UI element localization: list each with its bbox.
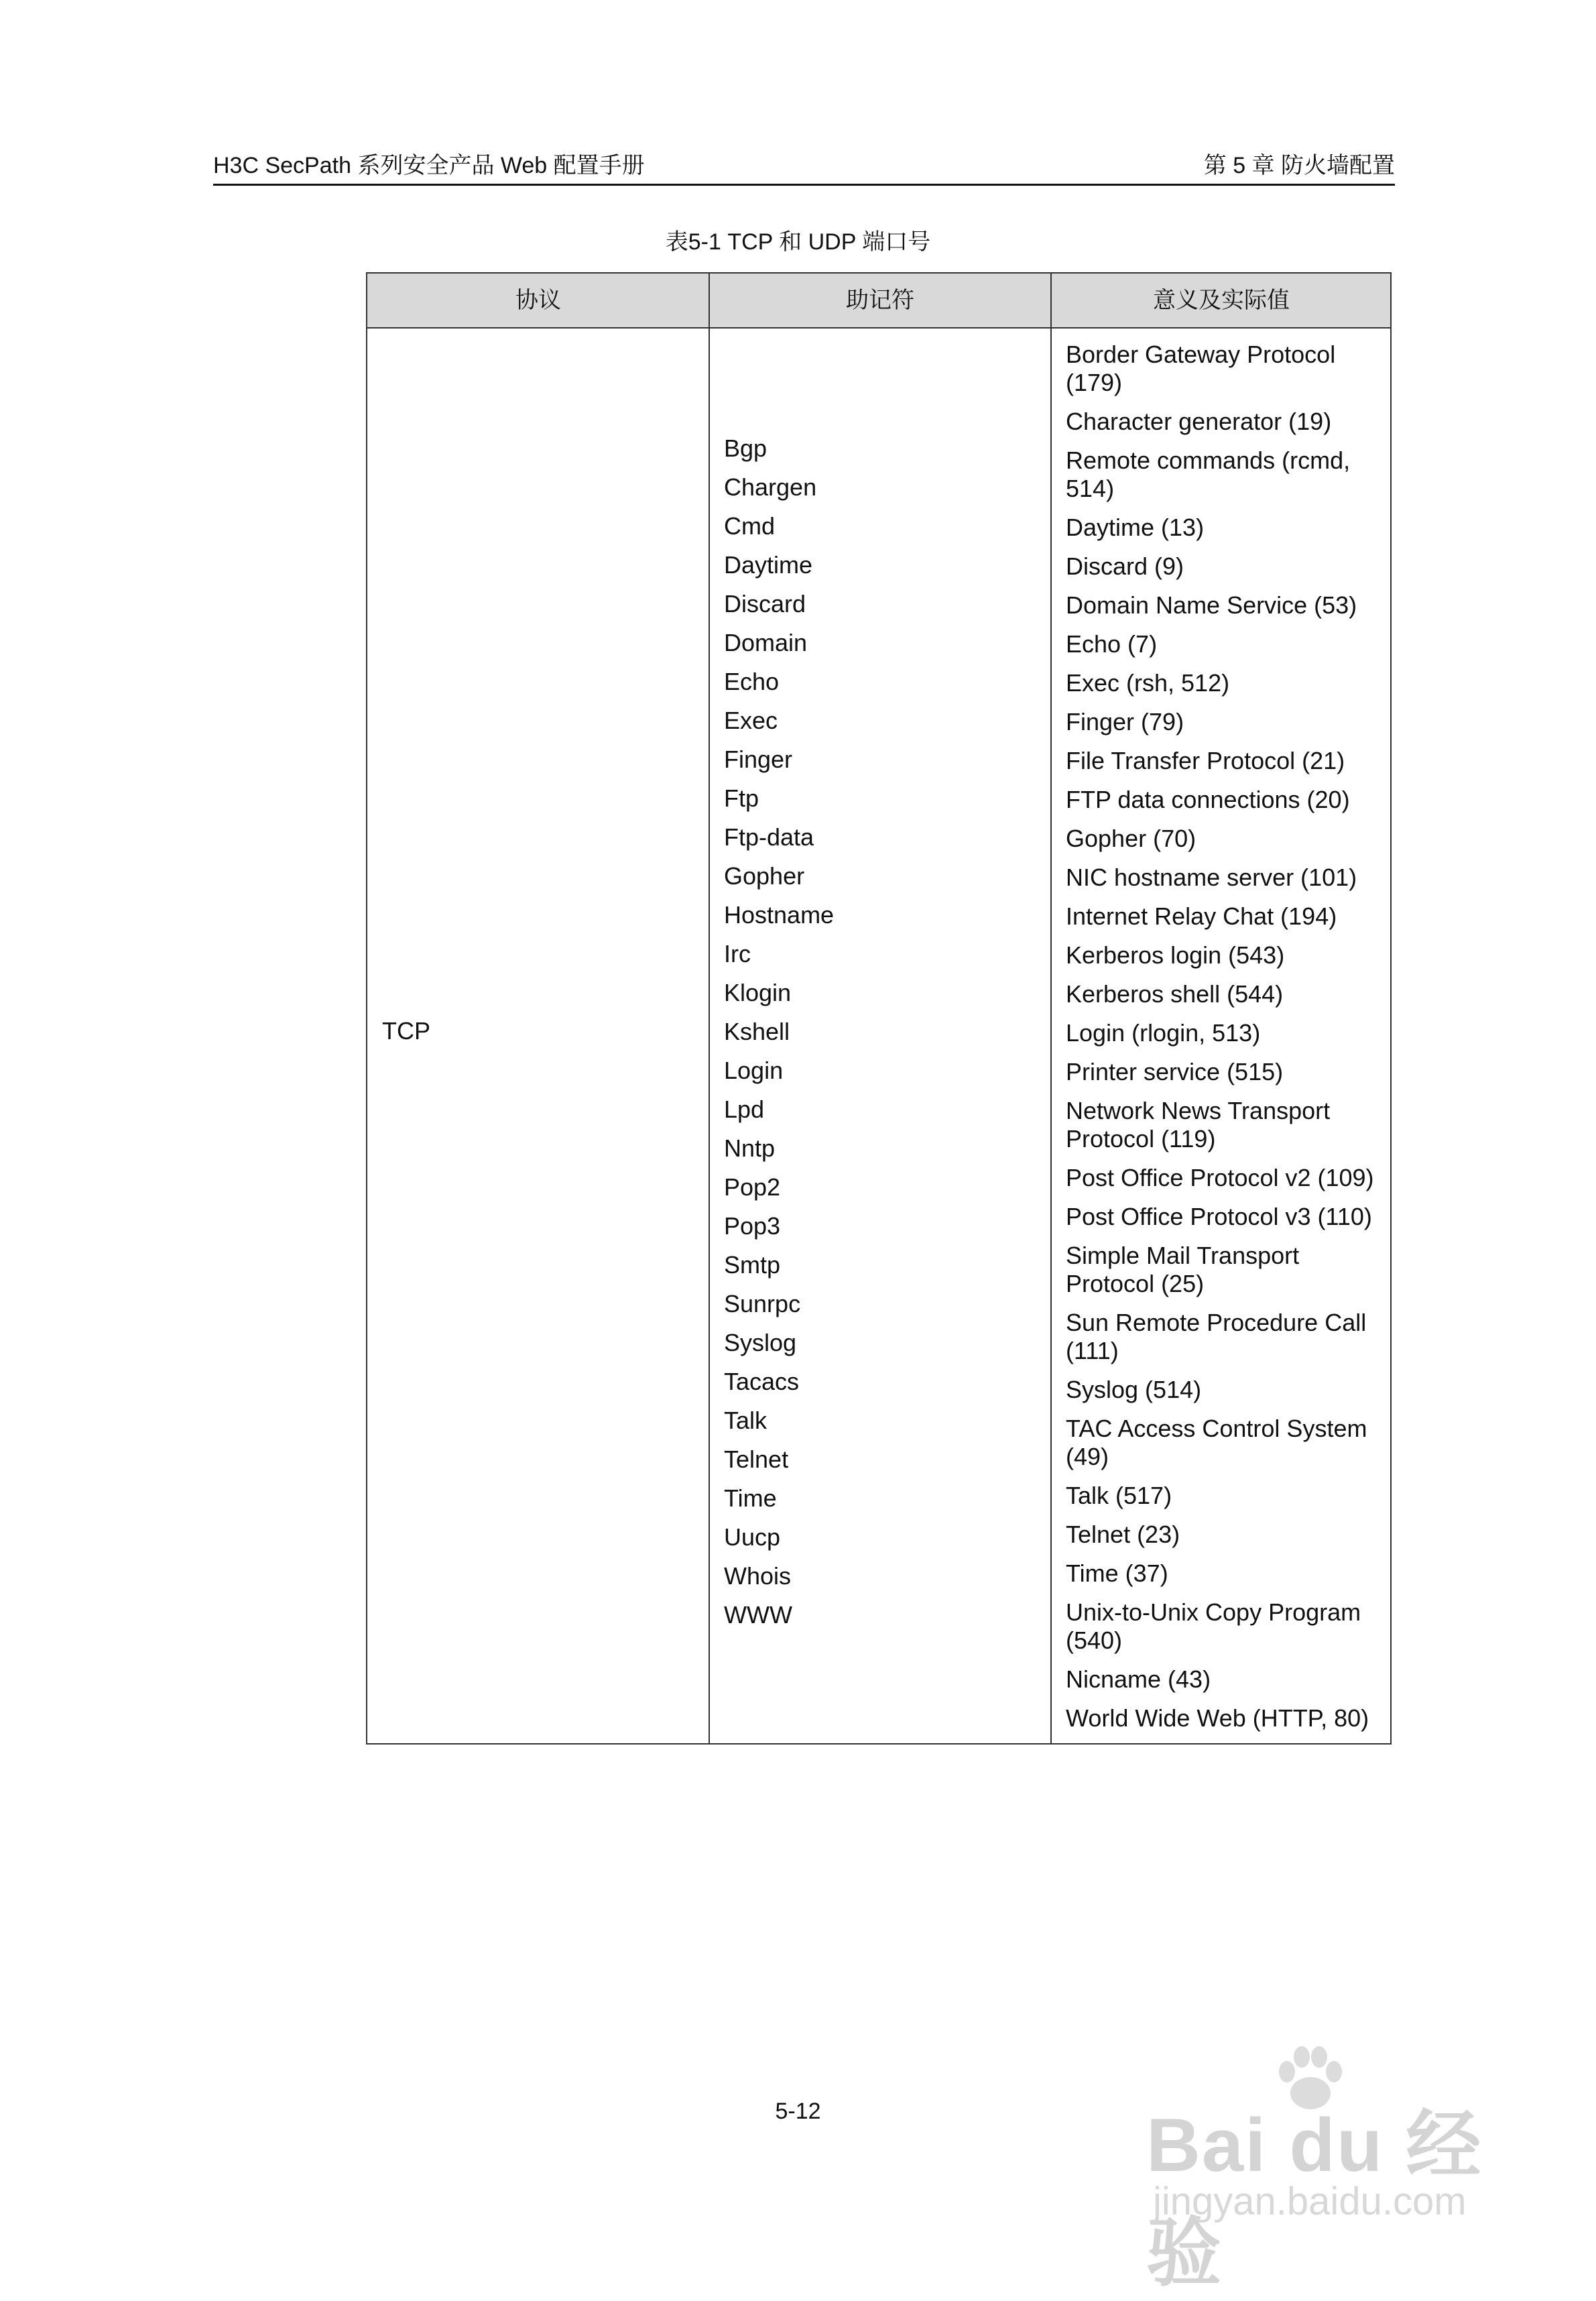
meaning-line: 514) — [1066, 475, 1115, 502]
meaning-item — [1066, 1482, 1388, 1510]
meaning-line: (540) — [1066, 1627, 1123, 1654]
meaning-line: Telnet (23) — [1066, 1521, 1180, 1548]
meaning-item — [1066, 408, 1388, 436]
meaning-line: Sun Remote Procedure Call — [1066, 1309, 1367, 1336]
mnemonic-item: Telnet — [724, 1446, 789, 1473]
meaning-line: Discard (9) — [1066, 552, 1184, 580]
mnemonic-item: Pop2 — [724, 1173, 781, 1201]
meaning-line: Post Office Protocol v3 (110) — [1066, 1203, 1372, 1230]
meaning-line: Nicname (43) — [1066, 1665, 1211, 1693]
mnemonic-item: WWW — [724, 1601, 792, 1629]
meaning-item — [1066, 825, 1388, 853]
meaning-item — [1066, 1415, 1388, 1471]
mnemonic-item: Domain — [724, 629, 808, 656]
meaning-line: File Transfer Protocol (21) — [1066, 747, 1345, 774]
meaning-line: TAC Access Control System — [1066, 1415, 1367, 1442]
meaning-item — [1066, 1665, 1388, 1694]
meaning-line: Protocol (25) — [1066, 1270, 1205, 1297]
meaning-item — [1066, 591, 1388, 620]
meaning-item — [1066, 902, 1388, 931]
mnemonic-item: Kshell — [724, 1018, 790, 1045]
table-caption: 表5-1 TCP 和 UDP 端口号 — [665, 229, 931, 255]
meaning-line: NIC hostname server (101) — [1066, 864, 1357, 891]
meaning-line: Echo (7) — [1066, 630, 1158, 658]
meaning-line: Remote commands (rcmd, — [1066, 447, 1351, 474]
meaning-item — [1066, 708, 1388, 736]
meaning-line: Internet Relay Chat (194) — [1066, 902, 1337, 930]
meaning-line: Domain Name Service (53) — [1066, 591, 1357, 619]
mnemonic-item: Irc — [724, 940, 751, 967]
mnemonic-item: Finger — [724, 746, 793, 773]
watermark-brand: Bai du 经验 — [1146, 2103, 1483, 2295]
mnemonic-item: Syslog — [724, 1329, 797, 1356]
mnemonic-item: Smtp — [724, 1251, 781, 1279]
meaning-item — [1066, 1164, 1388, 1192]
header-rule — [213, 184, 1395, 186]
mnemonic-item: Chargen — [724, 473, 817, 501]
mnemonic-item: Time — [724, 1484, 777, 1512]
mnemonic-item: Exec — [724, 707, 778, 734]
mnemonic-item: Whois — [724, 1562, 792, 1590]
header-chapter-title: 第 5 章 防火墙配置 — [1203, 153, 1395, 178]
meaning-item — [1066, 1309, 1388, 1365]
column-header-protocol: 协议 — [515, 288, 561, 313]
mnemonic-item: Login — [724, 1057, 784, 1084]
meaning-item — [1066, 980, 1388, 1008]
protocol-cell: TCP — [382, 1017, 430, 1045]
mnemonic-item: Sunrpc — [724, 1290, 801, 1317]
meaning-item — [1066, 669, 1388, 697]
meaning-item — [1066, 864, 1388, 892]
meaning-item — [1066, 552, 1388, 581]
mnemonic-item: Pop3 — [724, 1212, 781, 1240]
mnemonic-item: Hostname — [724, 901, 835, 929]
mnemonic-item: Daytime — [724, 551, 813, 579]
meaning-line: Printer service (515) — [1066, 1058, 1284, 1085]
meaning-item — [1066, 1058, 1388, 1086]
meaning-item — [1066, 514, 1388, 542]
meaning-item — [1066, 1598, 1388, 1655]
mnemonic-item: Klogin — [724, 979, 792, 1006]
mnemonic-item: Gopher — [724, 862, 805, 890]
meaning-line: Post Office Protocol v2 (109) — [1066, 1164, 1374, 1191]
meaning-item — [1066, 447, 1388, 503]
header-manual-title: H3C SecPath 系列安全产品 Web 配置手册 — [213, 153, 645, 178]
meaning-item — [1066, 1559, 1388, 1588]
meaning-line: Login (rlogin, 513) — [1066, 1019, 1261, 1047]
mnemonic-item: Nntp — [724, 1134, 776, 1162]
meaning-line: (111) — [1066, 1337, 1119, 1364]
meaning-line: Simple Mail Transport — [1066, 1242, 1300, 1269]
meaning-line: Character generator (19) — [1066, 408, 1332, 435]
meaning-line: Kerberos shell (544) — [1066, 980, 1284, 1008]
mnemonic-item: Talk — [724, 1407, 768, 1434]
mnemonic-item: Discard — [724, 590, 806, 617]
meaning-line: Border Gateway Protocol — [1066, 341, 1336, 368]
mnemonic-item: Tacacs — [724, 1368, 800, 1395]
column-divider — [709, 274, 710, 1743]
meaning-line: Daytime (13) — [1066, 514, 1205, 541]
mnemonic-item: Bgp — [724, 434, 768, 462]
mnemonic-item: Echo — [724, 668, 780, 695]
mnemonic-item: Ftp — [724, 784, 759, 812]
column-header-mnemonic: 助记符 — [846, 288, 914, 313]
meaning-line: Gopher (70) — [1066, 825, 1196, 852]
meaning-item — [1066, 1704, 1388, 1732]
meaning-line: Exec (rsh, 512) — [1066, 669, 1230, 697]
meaning-line: Finger (79) — [1066, 708, 1184, 735]
mnemonic-item: Lpd — [724, 1096, 765, 1123]
baidu-watermark — [1146, 2045, 1522, 2295]
mnemonic-item: Ftp-data — [724, 823, 814, 851]
meaning-item — [1066, 1376, 1388, 1404]
meaning-line: Unix-to-Unix Copy Program — [1066, 1598, 1361, 1626]
meaning-line: Time (37) — [1066, 1559, 1168, 1587]
table-header-row — [367, 274, 1390, 329]
meaning-line: (49) — [1066, 1443, 1109, 1470]
meaning-item — [1066, 786, 1388, 814]
meaning-line: Syslog (514) — [1066, 1376, 1202, 1403]
column-header-meaning: 意义及实际值 — [1153, 288, 1290, 313]
meaning-item — [1066, 1203, 1388, 1231]
meaning-line: (179) — [1066, 369, 1123, 396]
meaning-line: Talk (517) — [1066, 1482, 1172, 1509]
meaning-line: Network News Transport — [1066, 1097, 1331, 1124]
meaning-line: Kerberos login (543) — [1066, 941, 1285, 969]
meaning-item — [1066, 341, 1388, 397]
mnemonic-column — [724, 434, 834, 1640]
meaning-item — [1066, 747, 1388, 775]
meaning-item — [1066, 1019, 1388, 1047]
meaning-line: Protocol (119) — [1066, 1125, 1216, 1153]
meaning-item — [1066, 1242, 1388, 1298]
meaning-item — [1066, 941, 1388, 969]
meaning-line: World Wide Web (HTTP, 80) — [1066, 1704, 1369, 1732]
mnemonic-item: Uucp — [724, 1523, 781, 1551]
port-table — [366, 272, 1392, 1745]
meaning-item — [1066, 630, 1388, 658]
column-divider — [1050, 274, 1052, 1743]
mnemonic-item: Cmd — [724, 512, 776, 540]
meaning-line: FTP data connections (20) — [1066, 786, 1350, 813]
watermark-url: jingyan.baidu.com — [1153, 2180, 1467, 2223]
meaning-item — [1066, 1521, 1388, 1549]
meaning-column — [1066, 341, 1388, 1743]
page-number: 5-12 — [775, 2099, 821, 2124]
meaning-item — [1066, 1097, 1388, 1153]
